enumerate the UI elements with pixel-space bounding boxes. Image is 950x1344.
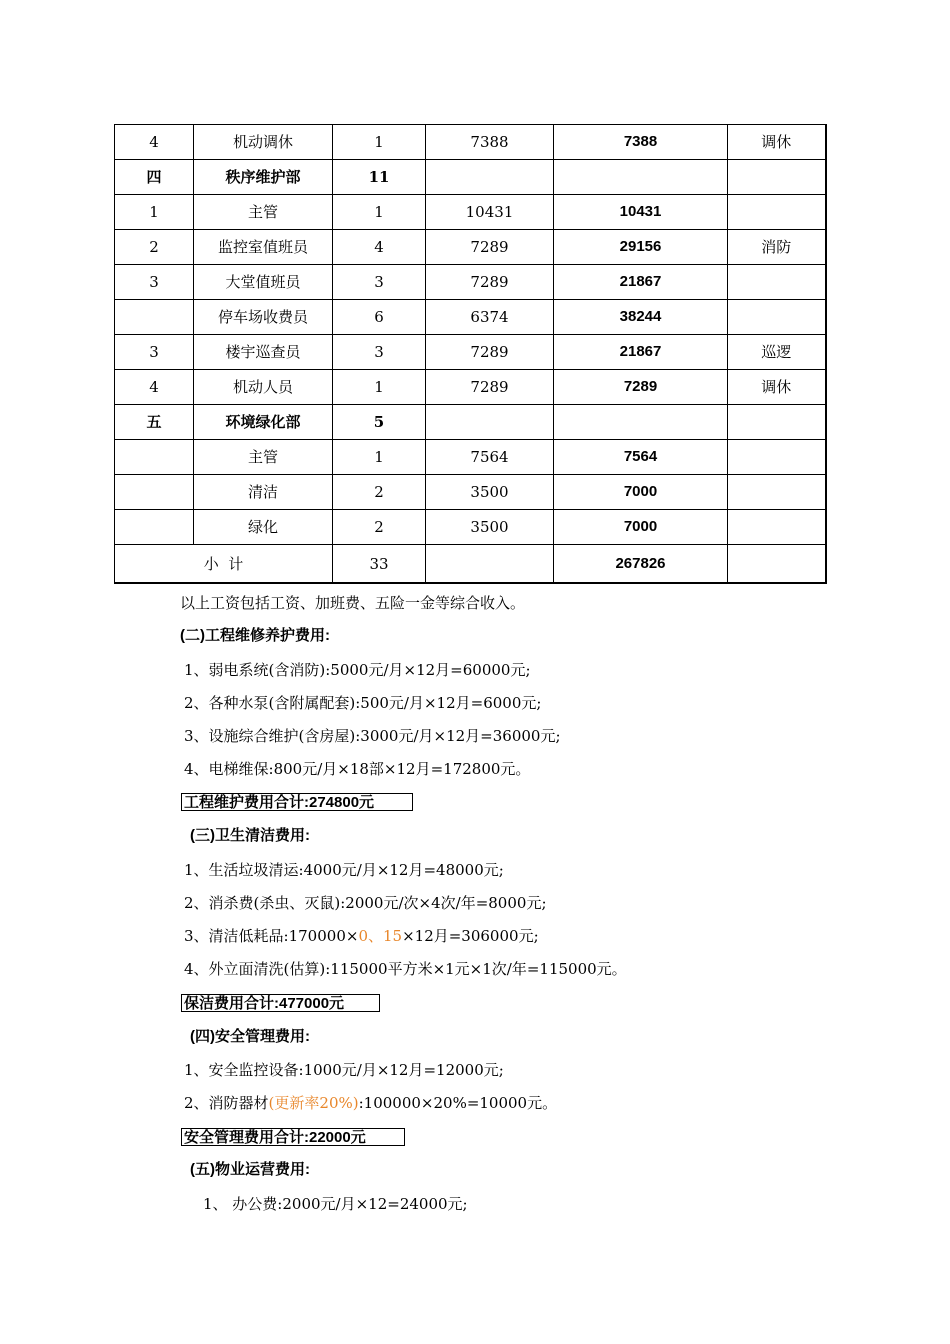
table-row — [115, 370, 826, 405]
cell-count: 3 — [333, 265, 426, 300]
cell-item: 主管 — [194, 440, 333, 475]
section-3-title: (三)卫生清洁费用: — [190, 827, 310, 844]
section-3-item-3-suffix: ×12月=306000元; — [402, 927, 539, 945]
cell-count: 1 — [333, 440, 426, 475]
cell-count: 1 — [333, 125, 426, 160]
cell-item: 机动调休 — [194, 125, 333, 160]
cell-no: 1 — [115, 195, 194, 230]
cell-count: 6 — [333, 300, 426, 335]
cell-count: 1 — [333, 370, 426, 405]
section-3-total-box: 保洁费用合计:477000元 — [181, 994, 380, 1012]
table-row — [115, 160, 826, 195]
subtotal-unit — [426, 545, 554, 584]
section-3-item-1: 1、生活垃圾清运:4000元/月×12月=48000元; — [184, 861, 504, 879]
cell-note — [728, 160, 826, 195]
section-2-title: (二)工程维修养护费用: — [180, 627, 330, 644]
section-3-item-2: 2、消杀费(杀虫、灭鼠):2000元/次×4次/年=8000元; — [184, 894, 547, 912]
cell-item: 大堂值班员 — [194, 265, 333, 300]
cell-unit: 7289 — [426, 230, 554, 265]
cell-unit: 7388 — [426, 125, 554, 160]
section-4-item-2-prefix: 2、消防器材 — [184, 1094, 269, 1112]
cell-no — [115, 300, 194, 335]
section-5-item-1: 1、 办公费:2000元/月×12=24000元; — [203, 1195, 468, 1213]
cell-note — [728, 510, 826, 545]
salary-table — [114, 124, 827, 584]
table-row — [115, 405, 826, 440]
cell-no: 五 — [115, 405, 194, 440]
cell-note: 调休 — [728, 370, 826, 405]
cell-note: 消防 — [728, 230, 826, 265]
cell-item: 楼宇巡查员 — [194, 335, 333, 370]
section-3-item-4: 4、外立面清洗(估算):115000平方米×1元×1次/年=115000元。 — [184, 960, 627, 978]
cell-total — [554, 160, 728, 195]
section-3-item-3-highlight: 0、15 — [358, 927, 403, 945]
cell-item: 主管 — [194, 195, 333, 230]
table-row — [115, 475, 826, 510]
cell-unit: 6374 — [426, 300, 554, 335]
cell-item: 秩序维护部 — [194, 160, 333, 195]
section-3-item-3-prefix: 3、清洁低耗品:170000× — [184, 927, 359, 945]
cell-note — [728, 300, 826, 335]
cell-count: 2 — [333, 510, 426, 545]
subtotal-label: 小 计 — [115, 545, 333, 584]
section-5-title: (五)物业运营费用: — [190, 1161, 310, 1178]
cell-no — [115, 440, 194, 475]
cell-total: 38244 — [554, 300, 728, 335]
table-row — [115, 230, 826, 265]
cell-note — [728, 405, 826, 440]
cell-unit: 7289 — [426, 335, 554, 370]
section-4-total-box: 安全管理费用合计:22000元 — [181, 1128, 405, 1146]
cell-unit: 3500 — [426, 510, 554, 545]
cell-count: 1 — [333, 195, 426, 230]
section-4-title: (四)安全管理费用: — [190, 1028, 310, 1045]
cell-note: 巡逻 — [728, 335, 826, 370]
cell-count: 3 — [333, 335, 426, 370]
cell-total: 7000 — [554, 510, 728, 545]
cell-no — [115, 510, 194, 545]
cell-no — [115, 475, 194, 510]
cell-note — [728, 475, 826, 510]
section-2-item-2: 2、各种水泵(含附属配套):500元/月×12月=6000元; — [184, 694, 542, 712]
subtotal-count: 33 — [333, 545, 426, 584]
cell-unit — [426, 405, 554, 440]
cell-unit: 7289 — [426, 265, 554, 300]
table-row — [115, 510, 826, 545]
section-2-item-3: 3、设施综合维护(含房屋):3000元/月×12月=36000元; — [184, 727, 561, 745]
cell-no: 四 — [115, 160, 194, 195]
cell-no: 4 — [115, 370, 194, 405]
cell-total: 21867 — [554, 265, 728, 300]
section-2-item-4: 4、电梯维保:800元/月×18部×12月=172800元。 — [184, 760, 531, 778]
table-row — [115, 335, 826, 370]
cell-total: 7000 — [554, 475, 728, 510]
salary-table-body — [115, 125, 826, 584]
cell-total — [554, 405, 728, 440]
cell-item: 清洁 — [194, 475, 333, 510]
cell-unit: 3500 — [426, 475, 554, 510]
cell-item: 监控室值班员 — [194, 230, 333, 265]
subtotal-note — [728, 545, 826, 584]
cell-unit: 7564 — [426, 440, 554, 475]
cell-count: 4 — [333, 230, 426, 265]
section-4-item-1: 1、安全监控设备:1000元/月×12月=12000元; — [184, 1061, 504, 1079]
table-row — [115, 300, 826, 335]
table-row — [115, 440, 826, 475]
cell-item: 停车场收费员 — [194, 300, 333, 335]
cell-note: 调休 — [728, 125, 826, 160]
cell-total: 29156 — [554, 230, 728, 265]
cell-total: 10431 — [554, 195, 728, 230]
cell-total: 7564 — [554, 440, 728, 475]
table-row — [115, 265, 826, 300]
cell-count: 2 — [333, 475, 426, 510]
cell-item: 绿化 — [194, 510, 333, 545]
cell-unit: 7289 — [426, 370, 554, 405]
cell-no: 4 — [115, 125, 194, 160]
section-4-item-2 — [184, 1094, 557, 1112]
cell-item: 环境绿化部 — [194, 405, 333, 440]
subtotal-total: 267826 — [554, 545, 728, 584]
cell-unit: 10431 — [426, 195, 554, 230]
cell-no: 2 — [115, 230, 194, 265]
cell-item: 机动人员 — [194, 370, 333, 405]
section-2-total-box: 工程维护费用合计:274800元 — [181, 793, 413, 811]
subtotal-row — [115, 545, 826, 584]
section-4-item-2-suffix: :100000×20%=10000元。 — [358, 1094, 558, 1112]
cell-total: 7289 — [554, 370, 728, 405]
cell-note — [728, 265, 826, 300]
cell-unit — [426, 160, 554, 195]
salary-note: 以上工资包括工资、加班费、五险一金等综合收入。 — [180, 594, 526, 612]
cell-note — [728, 195, 826, 230]
cell-no: 3 — [115, 265, 194, 300]
table-row — [115, 195, 826, 230]
cell-no: 3 — [115, 335, 194, 370]
cell-count: 5 — [333, 405, 426, 440]
cell-total: 21867 — [554, 335, 728, 370]
cell-total: 7388 — [554, 125, 728, 160]
cell-note — [728, 440, 826, 475]
section-4-item-2-highlight: (更新率20%) — [268, 1094, 359, 1112]
section-3-item-3 — [184, 927, 539, 945]
section-2-item-1: 1、弱电系统(含消防):5000元/月×12月=60000元; — [184, 661, 531, 679]
cell-count: 11 — [333, 160, 426, 195]
table-row — [115, 125, 826, 160]
